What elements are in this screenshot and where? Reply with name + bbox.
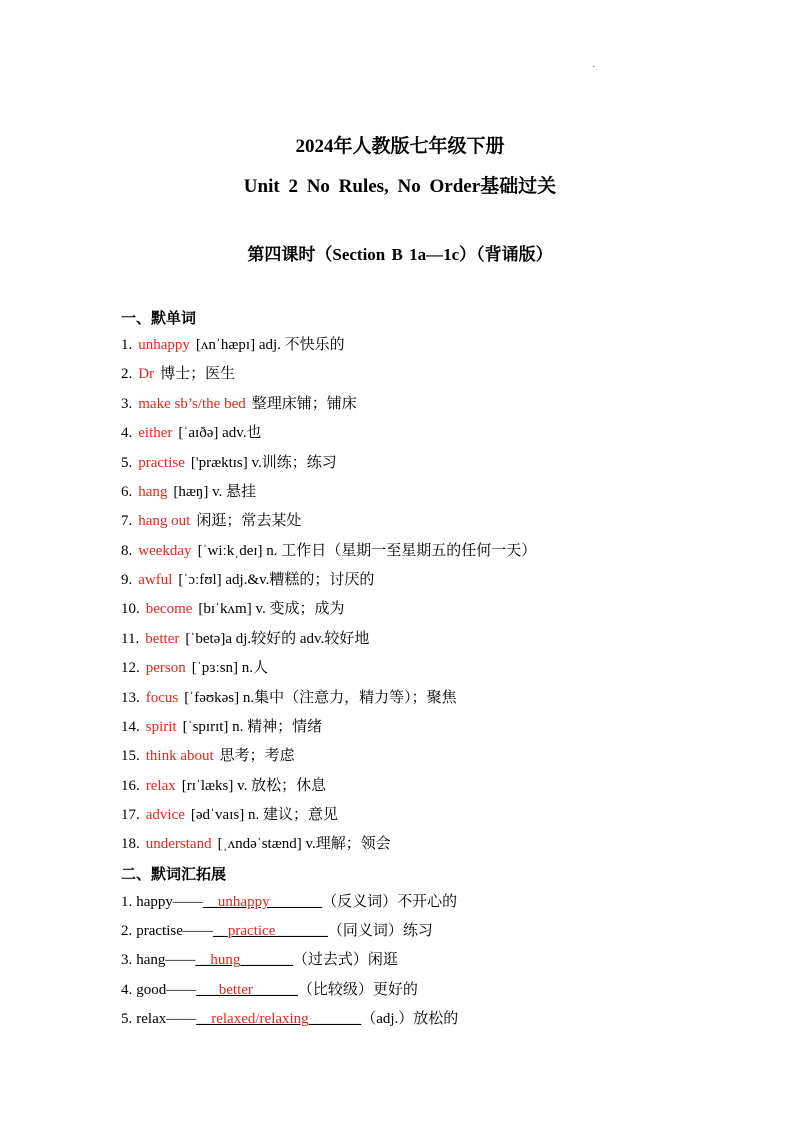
item-number: 2.: [121, 923, 133, 939]
word-item: [121, 629, 369, 649]
word-item: [121, 658, 268, 678]
answer-word: hung: [210, 952, 241, 968]
vocab-word: weekday: [138, 543, 192, 559]
vocab-word: Dr: [138, 366, 155, 382]
item-number: 1.: [121, 894, 133, 910]
blank-lead: __: [195, 952, 211, 968]
vocab-word: either: [138, 425, 173, 441]
word-definition: [ˌʌndəˈstænd] v.理解；领会: [217, 836, 391, 852]
item-number: 3.: [121, 952, 133, 968]
corner-dot: ·: [592, 62, 596, 73]
lesson-subtitle: 第四课时（Section B 1a—1c）（背诵版）: [247, 245, 553, 264]
vocab-word: better: [145, 631, 180, 647]
word-item: [121, 511, 301, 531]
vocab-word: focus: [145, 690, 179, 706]
base-word: happy——: [136, 894, 203, 910]
blank-lead: __: [202, 894, 218, 910]
item-number: 15.: [121, 748, 140, 764]
word-item: [121, 364, 235, 384]
word-definition: [ˈwiːkˌdeɪ] n. 工作日（星期一至星期五的任何一天）: [197, 543, 537, 559]
section-heading-words: 一、默单词: [121, 311, 197, 327]
blank-trail: _______: [275, 923, 328, 939]
base-word: relax——: [136, 1011, 197, 1027]
word-note: （过去式）闲逛: [292, 952, 398, 968]
word-item: [121, 746, 295, 766]
blank-trail: _______: [308, 1011, 362, 1027]
item-number: 6.: [121, 484, 133, 500]
vocab-word: think about: [145, 748, 214, 764]
word-definition: [ˈaɪðə] adv.也: [178, 425, 262, 441]
word-definition: 整理床铺；铺床: [251, 396, 357, 412]
item-number: 5.: [121, 1011, 133, 1027]
word-definition: [ʌnˈhæpɪ] adj. 不快乐的: [195, 337, 345, 353]
vocab-word: awful: [138, 572, 173, 588]
item-number: 2.: [121, 366, 133, 382]
item-number: 8.: [121, 543, 133, 559]
expansion-item: [121, 980, 418, 1000]
expansion-item: [121, 892, 457, 912]
word-item: [121, 805, 338, 825]
word-note: （adj.）放松的: [361, 1011, 459, 1027]
item-number: 13.: [121, 690, 140, 706]
vocab-word: understand: [145, 836, 212, 852]
vocab-word: relax: [145, 778, 176, 794]
word-definition: [hæŋ] v. 悬挂: [173, 484, 257, 500]
word-definition: [ˈɔːfʊl] adj.&v.糟糕的；讨厌的: [178, 572, 375, 588]
word-definition: [bɪˈkʌm] v. 变成；成为: [198, 601, 345, 617]
word-definition: [ˈbetə]a dj.较好的 adv.较好地: [185, 631, 370, 647]
blank-trail: ______: [252, 982, 298, 998]
vocab-word: make sb’s/the bed: [138, 396, 246, 412]
blank-lead: __: [212, 923, 228, 939]
base-word: good——: [136, 982, 197, 998]
word-item: [121, 541, 536, 561]
vocab-word: hang: [138, 484, 168, 500]
answer-word: better: [218, 982, 253, 998]
item-number: 10.: [121, 601, 140, 617]
word-definition: [ˈfəʊkəs] n.集中（注意力，精力等）；聚焦: [184, 690, 457, 706]
item-number: 12.: [121, 660, 140, 676]
vocab-word: person: [145, 660, 186, 676]
item-number: 4.: [121, 425, 133, 441]
base-word: practise——: [136, 923, 213, 939]
item-number: 18.: [121, 836, 140, 852]
word-note: （比较级）更好的: [297, 982, 418, 998]
word-item: [121, 688, 457, 708]
vocab-word: unhappy: [138, 337, 190, 353]
word-definition: ['præktɪs] v.训练；练习: [190, 455, 337, 471]
blank-lead: ___: [196, 982, 219, 998]
word-item: [121, 717, 322, 737]
item-number: 5.: [121, 455, 133, 471]
word-item: [121, 776, 326, 796]
expansion-item: [121, 1009, 458, 1029]
item-number: 4.: [121, 982, 133, 998]
section-heading-expansion: 二、默词汇拓展: [121, 867, 227, 883]
item-number: 1.: [121, 337, 133, 353]
blank-lead: __: [196, 1011, 212, 1027]
word-note: （反义词）不开心的: [322, 894, 458, 910]
word-item: [121, 394, 357, 414]
base-word: hang——: [136, 952, 196, 968]
vocab-word: become: [145, 601, 193, 617]
blank-trail: _______: [240, 952, 293, 968]
expansion-item: [121, 921, 433, 941]
vocab-word: hang out: [138, 513, 191, 529]
word-item: [121, 570, 374, 590]
word-definition: [ədˈvaɪs] n. 建议；意见: [190, 807, 338, 823]
word-item: [121, 335, 345, 355]
answer-word: unhappy: [217, 894, 270, 910]
word-definition: [ˈspɪrɪt] n. 精神；情绪: [182, 719, 323, 735]
answer-word: relaxed/relaxing: [211, 1011, 309, 1027]
word-definition: 思考；考虑: [219, 748, 295, 764]
unit-title: Unit 2 No Rules, No Order基础过关: [243, 176, 557, 197]
item-number: 3.: [121, 396, 133, 412]
doc-title: 2024年人教版七年级下册: [295, 136, 505, 157]
item-number: 17.: [121, 807, 140, 823]
item-number: 7.: [121, 513, 133, 529]
word-note: （同义词）练习: [327, 923, 433, 939]
answer-word: practice: [227, 923, 276, 939]
word-definition: 博士；医生: [160, 366, 236, 382]
word-item: [121, 834, 391, 854]
vocab-word: practise: [138, 455, 185, 471]
word-definition: [ˈpɜːsn] n.人: [191, 660, 269, 676]
item-number: 16.: [121, 778, 140, 794]
vocab-word: advice: [145, 807, 185, 823]
word-item: [121, 453, 337, 473]
vocab-word: spirit: [145, 719, 177, 735]
blank-trail: _______: [269, 894, 323, 910]
item-number: 14.: [121, 719, 140, 735]
word-item: [121, 599, 345, 619]
word-definition: 闲逛；常去某处: [196, 513, 302, 529]
expansion-item: [121, 950, 398, 970]
item-number: 11.: [121, 631, 140, 647]
item-number: 9.: [121, 572, 133, 588]
word-item: [121, 482, 256, 502]
word-definition: [rɪˈlæks] v. 放松；休息: [181, 778, 327, 794]
word-item: [121, 423, 262, 443]
